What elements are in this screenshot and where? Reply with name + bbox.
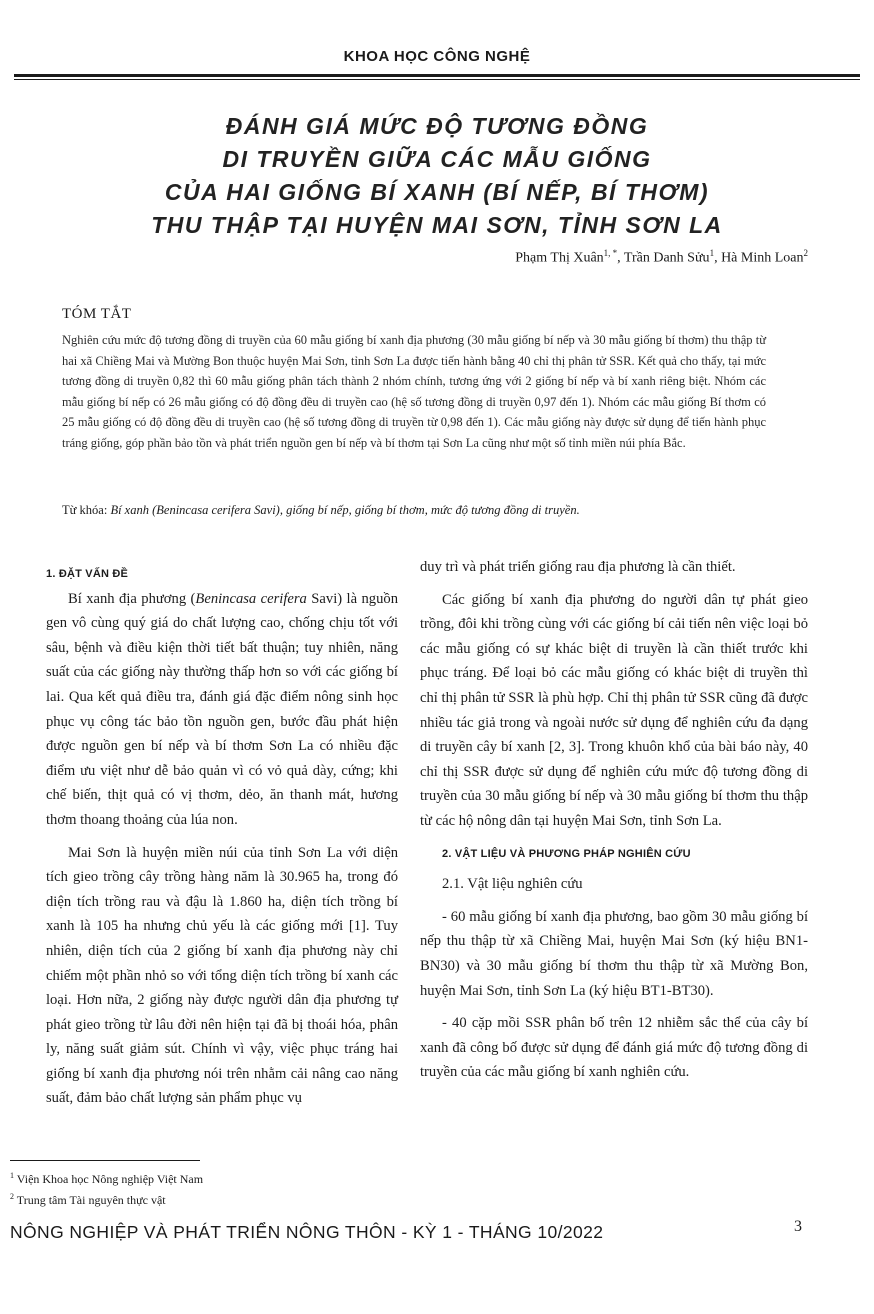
intro-paragraph-2: Mai Sơn là huyện miền núi của tỉnh Sơn La với diện tích gieo trồng cây trồng hàng năm là 30.965 ha, trong đó diện tích trồng rau và đậu là 1.860 ha, diện tích trồng bí xanh là 105 ha nhưng chủ yếu là các giống mới [1]. Tuy nhiên, diện tích của 2 giống bí xanh địa phương này chỉ chiếm một phần nhỏ so với tổng diện tích trồng bí xanh các loại. Hơn nữa, 2 giống này được người dân địa phương tự phát gieo trồng từ lâu đời nên hiện tại đã bị thoái hóa, phân ly, năng suất giảm sút. Chính vì vậy, việc phục tráng hai giống bí xanh địa phương nói trên nhằm cải nâng cao năng suất, đảm bảo chất lượng sản phẩm phục vụ [46, 844, 398, 1107]
right-column [420, 555, 808, 1085]
title-line-3: CỦA HAI GIỐNG BÍ XANH (BÍ NẾP, BÍ THƠM) [164, 179, 710, 205]
header-rule-thick [14, 74, 860, 77]
title-line-4: THU THẬP TẠI HUYỆN MAI SƠN, TỈNH SƠN LA [151, 212, 723, 238]
footnote-2-mark: 2 [10, 1192, 14, 1201]
intro-paragraph-1 [46, 587, 398, 833]
footnote-1-text: Viện Khoa học Nông nghiệp Việt Nam [14, 1172, 204, 1186]
section-heading-materials-methods: 2. VẬT LIỆU VÀ PHƯƠNG PHÁP NGHIÊN CỨU [442, 847, 691, 860]
intro-p1-text-b: Savi) là nguồn gen vô cùng quý giá do chất lượng cao, chống chịu tốt với sâu, bệnh và điều kiện thời tiết bất thuận; tuy nhiên, năng suất của các giống này thường thấp hơn so với các giống bí lai. Qua kết quả điều tra, đánh giá đặc điểm nông sinh học phục vụ công tác bảo tồn nguồn gen, bước đầu phát hiện được nguồn gen bí nếp và bí thơm Sơn La có nhiều đặc điểm ưu việt như dễ bảo quản vì có vỏ quả dày, cứng; khi chế biến, thịt quả có vị thơm, dẻo, ăn thanh mát, hương thơm thoang thoảng của lúa non. [46, 590, 398, 828]
section-header: KHOA HỌC CÔNG NGHỆ [343, 48, 531, 65]
journal-footer: NÔNG NGHIỆP VÀ PHÁT TRIỂN NÔNG THÔN - KỲ 1 - THÁNG 10/2022 [10, 1222, 604, 1242]
footnote-2-text: Trung tâm Tài nguyên thực vật [14, 1193, 166, 1207]
footnotes [10, 1167, 203, 1209]
materials-paragraph-1: - 60 mẫu giống bí xanh địa phương, bao gồm 30 mẫu giống bí nếp thu thập từ xã Chiềng Mai, huyện Mai Sơn (ký hiệu BN1-BN30) và 30 mẫu giống bí thơm thu thập từ xã Mường Bon, huyện Mai Sơn, tỉnh Sơn La (ký hiệu BT1-BT30). [420, 908, 808, 999]
intro-paragraph-3: Các giống bí xanh địa phương do người dân tự phát gieo trồng, đôi khi trồng cùng với các giống bí cải tiến nên việc loại bỏ các mẫu giống có sự khác biệt di truyền là cần thiết trước khi phục tráng. Để loại bỏ các mẫu giống có khác biệt di truyền thì chỉ thị phân tử SSR là phù hợp. Chỉ thị phân tử SSR cũng đã được nhiều tác giả trong và ngoài nước sử dụng để nghiên cứu đa dạng di truyền cây bí xanh [2, 3]. Trong khuôn khổ của bài báo này, 40 chỉ thị SSR được sử dụng để nghiên cứu mức độ tương đồng di truyền của 30 mẫu giống bí nếp và 30 mẫu giống bí thơm thu thập từ các hộ nông dân tại huyện Mai Sơn, tỉnh Sơn La. [420, 591, 808, 829]
author-1-affiliation: 1, * [603, 248, 618, 258]
author-2-affiliation: 1 [709, 248, 715, 258]
footnote-1 [10, 1167, 203, 1188]
article-title [20, 110, 854, 242]
abstract-body: Nghiên cứu mức độ tương đồng di truyền của 60 mẫu giống bí xanh địa phương (30 mẫu giống bí nếp và 30 mẫu giống bí thơm) thu thập từ hai xã Chiềng Mai và Mường Bon thuộc huyện Mai Sơn, tỉnh Sơn La được tiến hành bằng 40 chỉ thị phân tử SSR. Kết quả cho thấy, tại mức tương đồng di truyền 0,82 thì 60 mẫu giống phân tách thành 2 nhóm chính, tương ứng với 2 giống bí nếp và bí xanh riêng biệt. Nhóm các mẫu giống bí nếp có 26 mẫu giống có độ đồng đều di truyền cao (hệ số tương đồng di truyền 0,97 đến 1). Nhóm các mẫu giống Bí thơm có 25 mẫu giống có độ đồng đều di truyền cao (hệ số tương đồng di truyền từ 0,98 đến 1). Các mẫu giống này được sử dụng để tiến hành phục tráng giống, góp phần bảo tồn và phát triển nguồn gen bí nếp và bí thơm tại Sơn La cũng như một số tỉnh miền núi phía Bắc. [62, 333, 766, 450]
keywords-label: Từ khóa: [62, 503, 111, 517]
author-separator: , [617, 250, 624, 266]
intro-paragraph-continued: duy trì và phát triển giống rau địa phương là cần thiết. [420, 559, 736, 575]
page-number: 3 [794, 1218, 802, 1235]
footnote-rule [10, 1160, 200, 1161]
subsection-heading-materials: 2.1. Vật liệu nghiên cứu [442, 876, 583, 893]
author-2: Trần Danh Sửu [623, 250, 710, 266]
header-rule-thin [14, 79, 860, 80]
keywords [62, 500, 782, 520]
footnote-1-mark: 1 [10, 1171, 14, 1180]
section-heading-introduction: 1. ĐẶT VẤN ĐỀ [46, 568, 129, 580]
materials-paragraph-2: - 40 cặp mồi SSR phân bố trên 12 nhiễm sắc thể của cây bí xanh đã công bố được sử dụng để đánh giá mức độ tương đồng di truyền của các mẫu giống bí xanh nghiên cứu. [420, 1015, 808, 1081]
intro-p1-text-a: Bí xanh địa phương ( [68, 590, 196, 607]
left-column [46, 562, 398, 1111]
species-name: Benincasa cerifera [195, 590, 307, 607]
author-3: Hà Minh Loan [721, 250, 804, 266]
author-list [515, 248, 808, 267]
keywords-list: Bí xanh (Benincasa cerifera Savi), giống bí nếp, giống bí thơm, mức độ tương đồng di truyền. [110, 503, 580, 517]
title-line-1: ĐÁNH GIÁ MỨC ĐỘ TƯƠNG ĐỒNG [225, 113, 649, 139]
title-line-2: DI TRUYỀN GIỮA CÁC MẪU GIỐNG [222, 146, 652, 172]
author-3-affiliation: 2 [803, 248, 808, 258]
abstract-heading: TÓM TẮT [62, 306, 132, 322]
footnote-2 [10, 1188, 203, 1209]
author-1: Phạm Thị Xuân [515, 250, 604, 266]
author-separator: , [714, 250, 722, 266]
